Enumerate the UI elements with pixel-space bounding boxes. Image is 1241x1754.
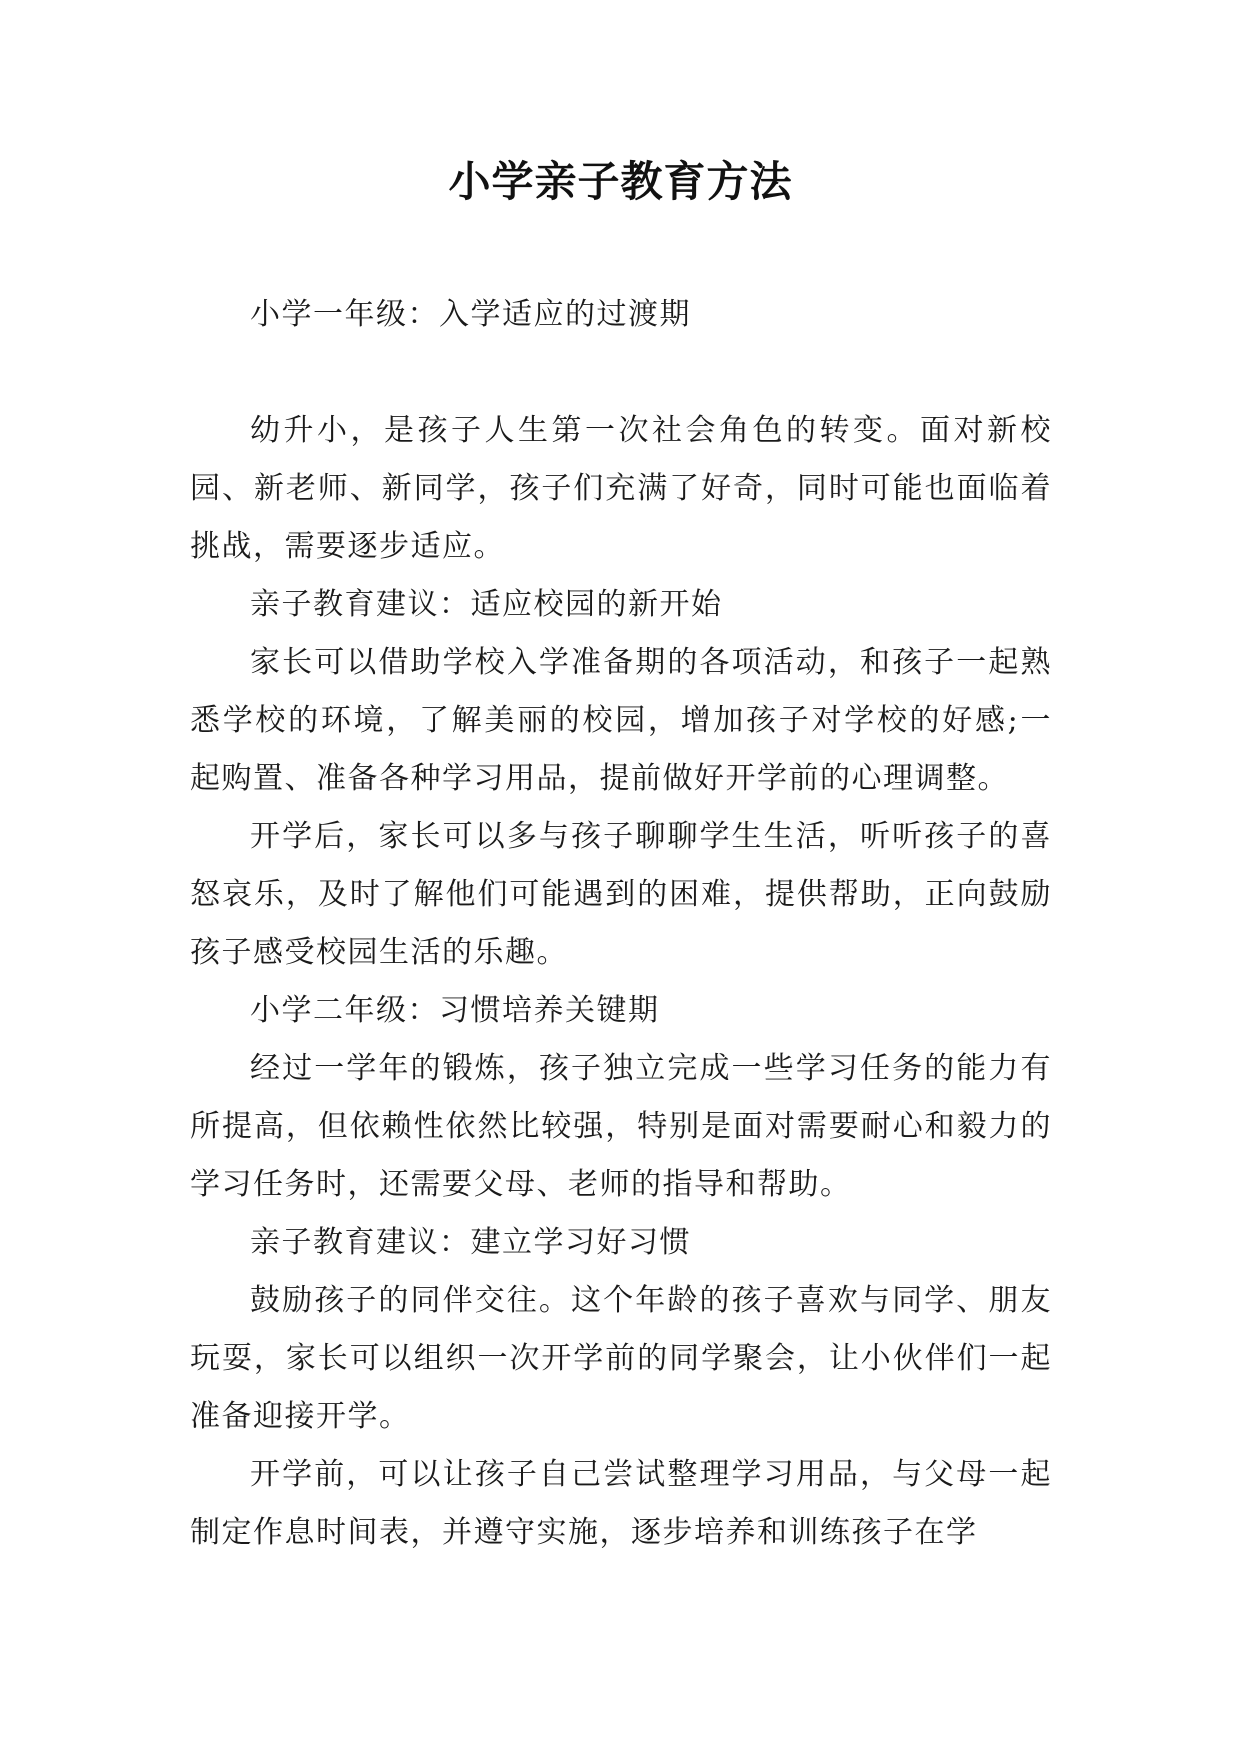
section-heading-grade-2: 小学二年级：习惯培养关键期 [250,993,660,1028]
blank-line [190,344,1052,402]
paragraph: 开学前，可以让孩子自己尝试整理学习用品，与父母一起制定作息时间表，并遵守实施，逐步培养和训练孩子在学 [190,1457,1052,1550]
section-heading-advice-1: 亲子教育建议：适应校园的新开始 [250,587,723,622]
document-body [190,286,1052,1562]
section-heading-advice-2: 亲子教育建议：建立学习好习惯 [250,1225,691,1260]
paragraph: 开学后，家长可以多与孩子聊聊学生生活，听听孩子的喜怒哀乐，及时了解他们可能遇到的困难，提供帮助，正向鼓励孩子感受校园生活的乐趣。 [190,819,1052,970]
paragraph: 鼓励孩子的同伴交往。这个年龄的孩子喜欢与同学、朋友玩耍，家长可以组织一次开学前的同学聚会，让小伙伴们一起准备迎接开学。 [190,1283,1052,1434]
paragraph: 家长可以借助学校入学准备期的各项活动，和孩子一起熟悉学校的环境，了解美丽的校园，增加孩子对学校的好感;一起购置、准备各种学习用品，提前做好开学前的心理调整。 [190,645,1052,796]
document-title: 小学亲子教育方法 [448,157,793,206]
section-heading-grade-1: 小学一年级：入学适应的过渡期 [250,297,691,332]
paragraph: 经过一学年的锻炼，孩子独立完成一些学习任务的能力有所提高，但依赖性依然比较强，特别是面对需要耐心和毅力的学习任务时，还需要父母、老师的指导和帮助。 [190,1051,1052,1202]
paragraph: 幼升小，是孩子人生第一次社会角色的转变。面对新校园、新老师、新同学，孩子们充满了好奇，同时可能也面临着挑战，需要逐步适应。 [190,413,1052,564]
